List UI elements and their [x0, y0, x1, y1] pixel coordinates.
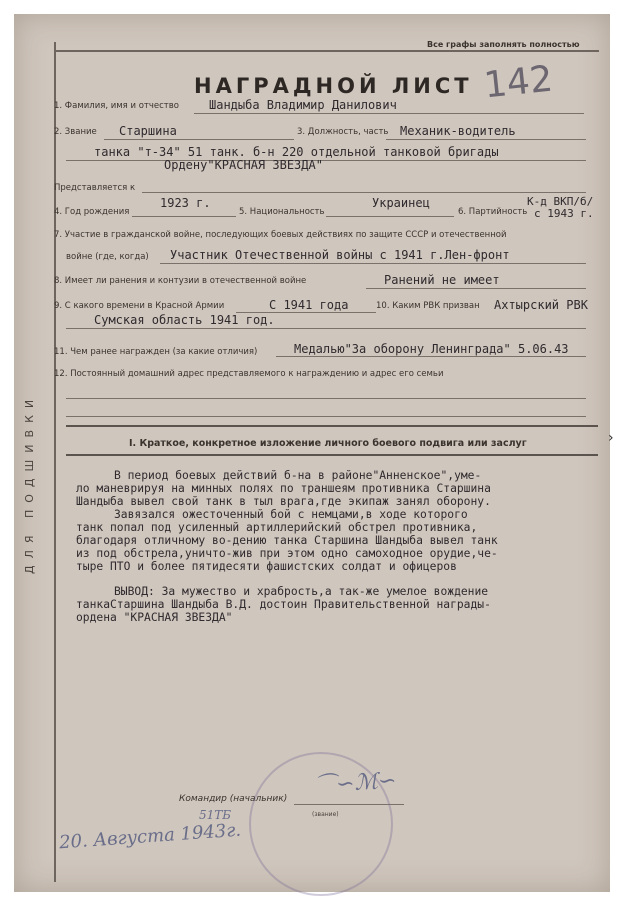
top-divider	[54, 50, 599, 52]
body-line: В период боевых действий б-на в районе"Анненское",уме-	[114, 469, 482, 482]
field-10-rule	[66, 328, 586, 329]
conclusion-line: ВЫВОД: За мужество и храбрость,а так-же умелое вождение	[114, 585, 489, 598]
next-page-arrow-icon[interactable]: ›	[608, 430, 614, 446]
body-line: ло маневрируя на минных полях по траншеям противника Старшина	[76, 482, 491, 495]
conclusion-line: ордена "КРАСНАЯ ЗВЕЗДА"	[76, 611, 233, 624]
field-8-value: Ранений не имеет	[384, 273, 500, 287]
field-1-value: Шандыба Владимир Данилович	[209, 98, 397, 112]
field-10-value: Ахтырский РВК	[494, 298, 588, 312]
field-7-label-2: войне (где, когда)	[66, 252, 149, 262]
doc-number: 142	[482, 58, 555, 107]
order-value: Ордену"КРАСНАЯ ЗВЕЗДА"	[164, 158, 323, 172]
fill-note: Все графы заполнять полностью	[427, 40, 580, 49]
body-line: Шандыба вывел свой танк в тыл врага,где экипаж занял оборону.	[76, 495, 491, 508]
field-5-label: 5. Национальность	[239, 207, 325, 217]
body-line: из под обстрела,уничто-жив при этом одно самоходное орудие,че-	[76, 547, 498, 560]
field-8-rule	[366, 288, 586, 289]
field-3-rule	[386, 139, 586, 140]
field-1-rule	[194, 113, 584, 114]
page-title: НАГРАДНОЙ ЛИСТ	[194, 74, 473, 98]
field-11-value: Медалью"За оборону Ленинграда" 5.06.43	[294, 342, 569, 356]
field-4-value: 1923 г.	[160, 196, 211, 210]
field-10-label: 10. Каким РВК призван	[376, 301, 480, 311]
commander-rule	[294, 804, 404, 805]
field-10-value-2: Сумская область 1941 год.	[94, 313, 275, 327]
section-title: I. Краткое, конкретное изложение личного боевого подвига или заслуг	[129, 438, 527, 449]
margin-line	[54, 42, 56, 882]
field-9-value: С 1941 года	[269, 298, 349, 312]
award-sheet	[14, 14, 610, 892]
field-4-label: 4. Год рождения	[54, 207, 130, 217]
field-11-label: 11. Чем ранее награжден (за какие отличия)	[54, 347, 258, 357]
field-7-rule	[160, 263, 586, 264]
field-12-rule-2	[66, 416, 586, 417]
side-label: ДЛЯ ПОДШИВКИ	[23, 392, 36, 574]
field-7-value: Участник Отечественной войны с 1941 г.Лен-фронт	[170, 248, 510, 262]
field-3-label: 3. Должность, часть	[297, 127, 389, 137]
field-6-value: К-д ВКП/б/	[527, 195, 594, 208]
field-2-value: Старшина	[119, 124, 177, 138]
predstavlyaetsya-rule	[142, 192, 586, 193]
handwritten-date: 20. Августа 1943г.	[58, 819, 242, 854]
field-12-label: 12. Постоянный домашний адрес представляемого к награждению и адрес его семьи	[54, 369, 444, 379]
field-6-value-2: с 1943 г.	[534, 207, 594, 220]
commander-unit: 51ТБ	[199, 808, 232, 822]
section-divider-top	[66, 425, 598, 427]
field-2-rule	[104, 139, 294, 140]
signature: ⌒∽ℳ∽	[313, 768, 398, 799]
field-6-label: 6. Партийность	[458, 207, 528, 217]
body-line: танк попал под усиленный артиллерийский обстрел противника,	[76, 521, 478, 534]
field-3-value-2: танка "т-34" 51 танк. б-н 220 отдельной танковой бригады	[94, 145, 499, 159]
body-line: тыре ПТО и более пятидесяти фашистских солдат и офицеров	[76, 560, 457, 573]
field-3-value: Механик-водитель	[400, 124, 516, 138]
field-11-rule	[276, 356, 586, 357]
field-4-rule	[132, 216, 236, 217]
commander-label: Командир (начальник)	[179, 794, 288, 804]
field-5-value: Украинец	[372, 196, 430, 210]
rank-hint: (звание)	[312, 811, 339, 818]
field-5-rule	[326, 216, 454, 217]
field-2-label: 2. Звание	[54, 127, 97, 137]
field-8-label: 8. Имеет ли ранения и контузии в отечественной войне	[54, 276, 307, 286]
field-7-label: 7. Участие в гражданской войне, последующих боевых действиях по защите СССР и отечественной	[54, 230, 507, 240]
section-divider-bottom	[66, 454, 598, 456]
body-line: Завязался ожесточенный бой с немцами,в ходе которого	[114, 508, 468, 521]
conclusion-line: танкаСтаршина Шандыба В.Д. достоин Правительственной награды-	[76, 598, 491, 611]
field-9-label: 9. С какого времени в Красной Армии	[54, 301, 225, 311]
field-1-label: 1. Фамилия, имя и отчество	[54, 101, 179, 111]
body-line: благодаря отличному во-дению танка Старшина Шандыба вывел танк	[76, 534, 498, 547]
field-12-rule	[66, 398, 586, 399]
field-3-rule-2	[66, 160, 586, 161]
predstavlyaetsya-label: Представляется к	[54, 183, 136, 193]
